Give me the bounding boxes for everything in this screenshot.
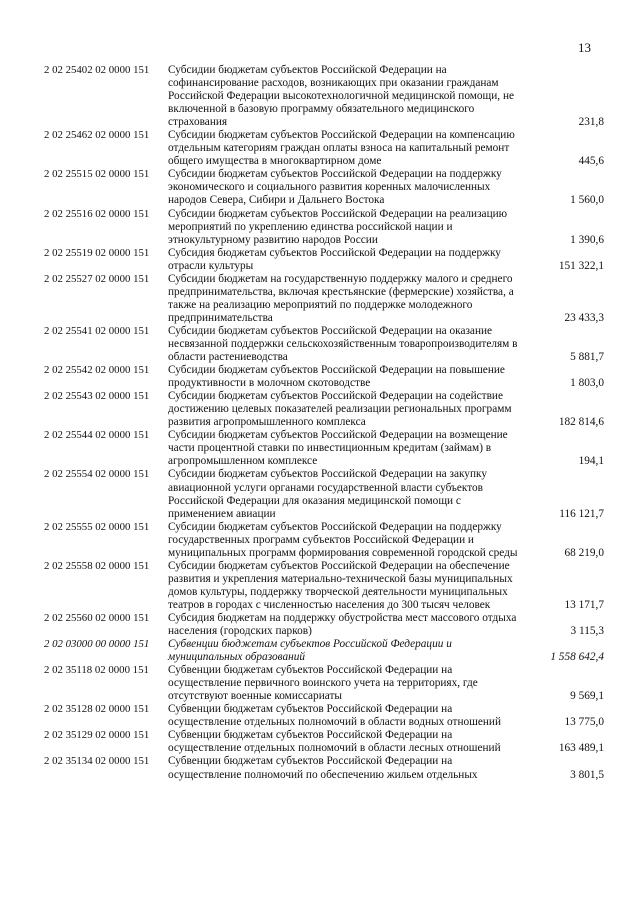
item-description: Субсидия бюджетам на поддержку обустройства мест массового отдыха населения (городских парков) (168, 611, 517, 638)
budget-code: 2 02 25543 02 0000 151 (44, 390, 150, 403)
table-row (44, 755, 604, 781)
budget-code: 2 02 25544 02 0000 151 (44, 429, 150, 442)
item-amount: 194,1 (578, 455, 604, 468)
budget-code: 2 02 25516 02 0000 151 (44, 207, 150, 220)
item-amount: 13 775,0 (564, 716, 604, 729)
table-row (44, 729, 604, 755)
item-description: Субсидии бюджетам субъектов Российской Федерации на оказание несвязанной поддержки сельскохозяйственным товаропроизводителям в области растениеводства (168, 324, 518, 364)
table-row (44, 521, 604, 560)
item-description: Субвенции бюджетам субъектов Российской Федерации на осуществление отдельных полномочий в области лесных отношений (168, 729, 501, 755)
budget-code: 2 02 25560 02 0000 151 (44, 611, 150, 624)
item-amount: 68 219,0 (564, 546, 604, 559)
item-description: Субсидии бюджетам на государственную поддержку малого и среднего предпринимательства, включая крестьянские (фермерские) хозяйства, а также на реализацию мероприятий по поддержке молодежного предпринимательства (168, 272, 514, 324)
item-description: Субсидии бюджетам субъектов Российской Федерации на реализацию мероприятий по укреплению единства российской нации и этнокультурному развитию народов России (168, 207, 508, 246)
item-description: Субсидия бюджетам субъектов Российской Федерации на поддержку отрасли культуры (168, 246, 501, 272)
item-amount: 5 881,7 (570, 351, 604, 364)
budget-code: 2 02 25541 02 0000 151 (44, 324, 150, 337)
item-description: Субсидии бюджетам субъектов Российской Федерации на компенсацию отдельным категориям граждан оплаты взноса на капитальный ремонт общего имущества в многоквартирном доме (168, 129, 515, 168)
budget-code: 2 02 25527 02 0000 151 (44, 272, 150, 285)
budget-code: 2 02 25555 02 0000 151 (44, 520, 150, 533)
budget-code: 2 02 35118 02 0000 151 (44, 664, 149, 677)
item-description: Субвенции бюджетам субъектов Российской Федерации и муниципальных образований (168, 638, 452, 664)
item-description: Субсидии бюджетам субъектов Российской Федерации на повышение продуктивности в молочном скотоводстве (168, 364, 505, 390)
page-number: 13 (578, 40, 591, 55)
budget-code: 2 02 25558 02 0000 151 (44, 559, 150, 572)
table-row (44, 168, 604, 207)
table-row (44, 560, 604, 612)
table-row (44, 64, 604, 129)
budget-code: 2 02 25402 02 0000 151 (44, 64, 150, 76)
item-amount: 9 569,1 (570, 690, 604, 703)
budget-code: 2 02 25554 02 0000 151 (44, 468, 150, 481)
table-row (44, 638, 604, 664)
table-row (44, 325, 604, 364)
item-amount: 1 560,0 (570, 194, 604, 207)
budget-code: 2 02 25542 02 0000 151 (44, 364, 150, 377)
item-description: Субвенции бюджетам субъектов Российской Федерации на осуществление первичного воинского учета на территориях, где отсутствуют военные комиссариаты (168, 664, 478, 703)
item-description: Субсидии бюджетам субъектов Российской Федерации на поддержку экономического и социального развития коренных малочисленных народов Севера, Сибири и Дальнего Востока (168, 168, 502, 207)
item-amount: 1 390,6 (570, 233, 604, 246)
table-row (44, 208, 604, 247)
budget-table (44, 64, 604, 782)
item-amount: 23 433,3 (564, 311, 604, 324)
item-description: Субсидии бюджетам субъектов Российской Федерации на обеспечение развития и укрепления материально-технической базы муниципальных домов культуры, поддержку творческой деятельности муниципальных театров в городах с численностью населения до 300 тысяч человек (168, 559, 513, 611)
item-amount: 116 121,7 (559, 507, 604, 520)
item-amount: 1 803,0 (570, 377, 604, 390)
item-amount: 3 801,5 (570, 768, 604, 781)
item-description: Субсидии бюджетам субъектов Российской Федерации на возмещение части процентной ставки по инвестиционным кредитам (займам) в агропромышленном комплексе (168, 429, 508, 468)
item-description: Субвенции бюджетам субъектов Российской Федерации на осуществление полномочий по обеспечению жильем отдельных (168, 755, 478, 781)
item-description: Субсидии бюджетам субъектов Российской Федерации на закупку авиационной услуги органами государственной власти субъектов Российской Федерации для оказания медицинской помощи с применением авиации (168, 468, 487, 520)
item-amount: 182 814,6 (558, 416, 604, 429)
item-description: Субсидии бюджетам субъектов Российской Федерации на содействие достижению целевых показателей реализации региональных программ развития агропромышленного комплекса (168, 390, 512, 429)
table-row (44, 703, 604, 729)
table-row (44, 612, 604, 638)
table-row (44, 664, 604, 703)
item-amount: 1 558 642,4 (550, 651, 604, 664)
item-amount: 13 171,7 (564, 598, 604, 611)
item-description: Субвенции бюджетам субъектов Российской Федерации на осуществление отдельных полномочий в области водных отношений (168, 703, 502, 729)
table-row (44, 129, 604, 168)
item-description: Субсидии бюджетам субъектов Российской Федерации на поддержку государственных программ субъектов Российской Федерации и муниципальных программ формирования современной городской среды (168, 520, 518, 559)
item-amount: 163 489,1 (558, 742, 604, 755)
table-row (44, 273, 604, 325)
budget-code: 2 02 35134 02 0000 151 (44, 755, 150, 768)
item-amount: 231,8 (578, 116, 604, 129)
item-description: Субсидии бюджетам субъектов Российской Федерации на софинансирование расходов, возникающих при оказании гражданам Российской Федерации высокотехнологичной медицинской помощи, не включенной в базовую программу обязательного медицинского страхования (168, 64, 514, 129)
table-row (44, 390, 604, 429)
budget-code: 2 02 03000 00 0000 151 (44, 638, 150, 651)
item-amount: 151 322,1 (558, 259, 604, 272)
budget-code: 2 02 35129 02 0000 151 (44, 729, 150, 742)
budget-code: 2 02 25462 02 0000 151 (44, 129, 150, 142)
item-amount: 445,6 (578, 155, 604, 168)
table-row (44, 364, 604, 390)
table-row (44, 429, 604, 468)
budget-code: 2 02 25519 02 0000 151 (44, 246, 150, 259)
budget-code: 2 02 25515 02 0000 151 (44, 168, 150, 181)
budget-code: 2 02 35128 02 0000 151 (44, 703, 150, 716)
table-row (44, 468, 604, 520)
table-row (44, 247, 604, 273)
item-amount: 3 115,3 (570, 625, 604, 638)
